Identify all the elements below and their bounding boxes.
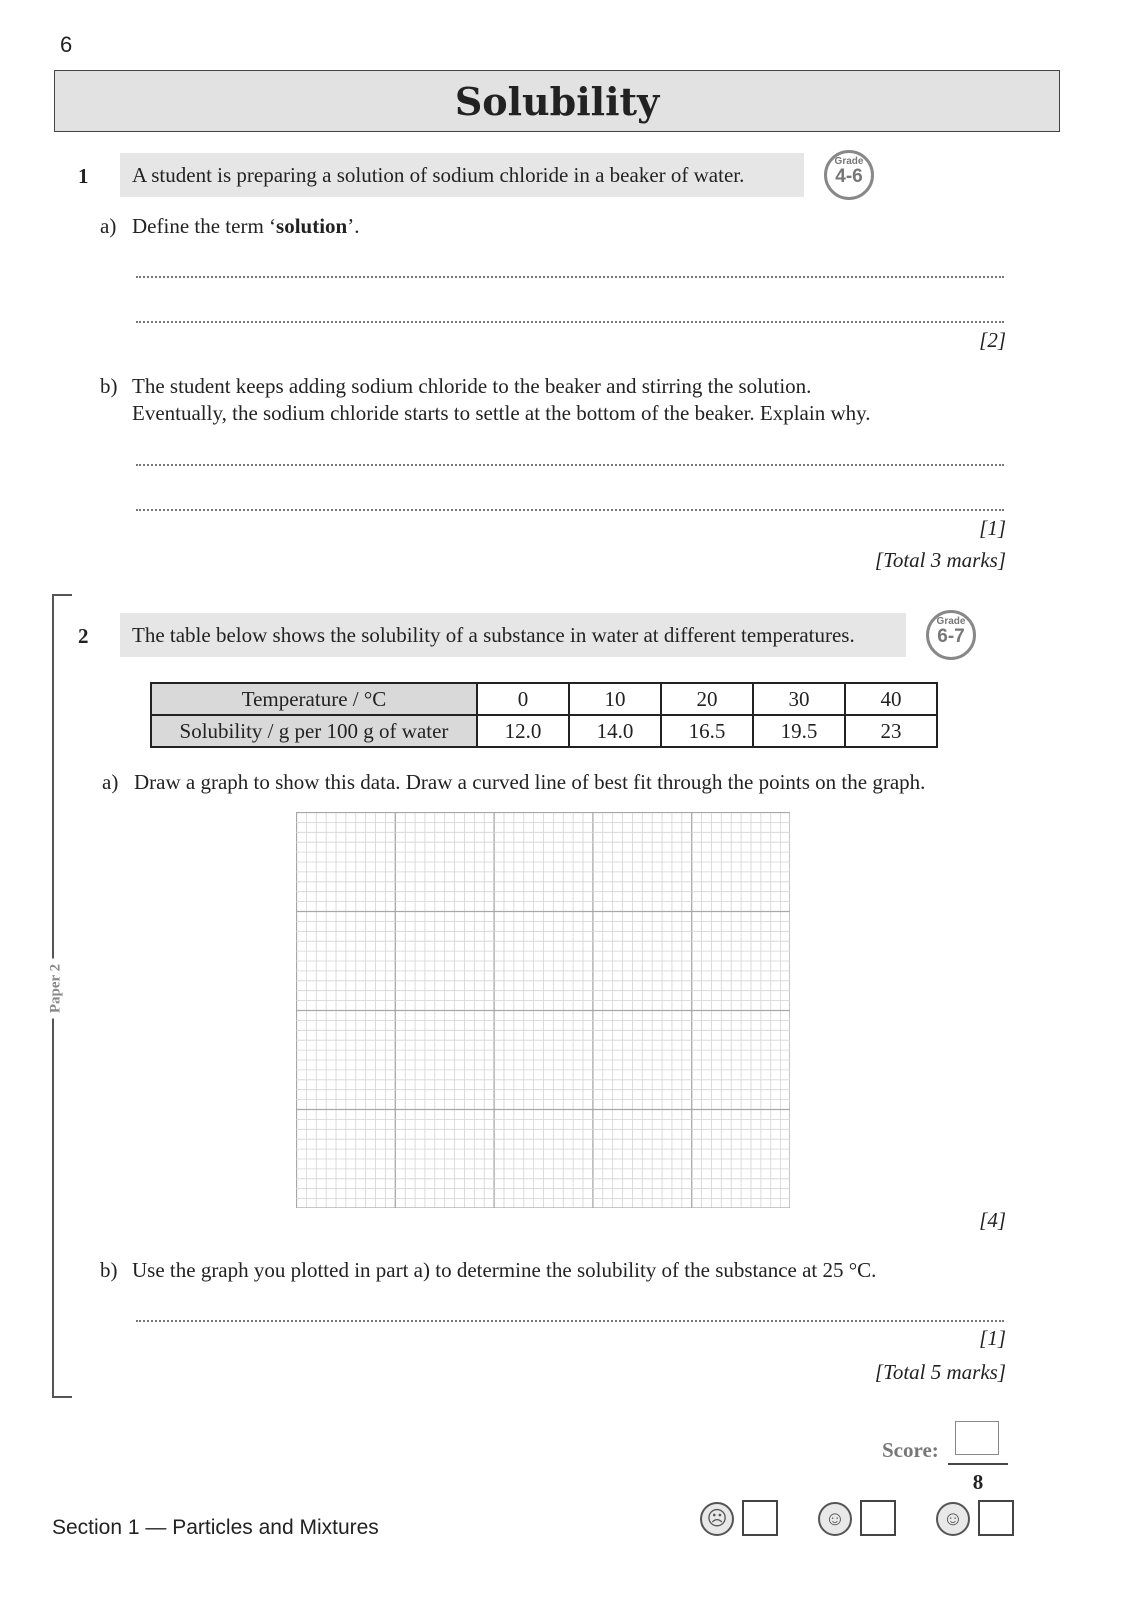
table-cell: 40 — [845, 683, 937, 715]
neutral-face-icon: ☺ — [818, 1502, 852, 1536]
page-number: 6 — [60, 32, 73, 57]
q2b-mark: [1] — [979, 1326, 1006, 1350]
q1b-line-2: Eventually, the sodium chloride starts to settle at the bottom of the beaker. Explain why. — [132, 401, 871, 425]
score-out-of: 8 — [972, 1470, 984, 1494]
question-1-number: 1 — [78, 164, 89, 188]
table-header-solubility: Solubility / g per 100 g of water — [151, 715, 477, 747]
table-header-temperature: Temperature / °C — [151, 683, 477, 715]
q1a-mark: [2] — [979, 328, 1006, 352]
self-assess-box-happy[interactable] — [978, 1500, 1014, 1536]
score-input-box[interactable] — [955, 1421, 999, 1455]
table-row — [151, 683, 937, 715]
q1b-line-1: The student keeps adding sodium chloride to the beaker and stirring the solution. — [132, 374, 812, 398]
score-label: Score: — [882, 1438, 939, 1462]
q1a-text-bold: solution — [276, 214, 348, 238]
table-cell: 20 — [661, 683, 753, 715]
grade-badge-q1 — [824, 150, 874, 200]
page-title: Solubility — [454, 79, 660, 124]
self-assess-box-neutral[interactable] — [860, 1500, 896, 1536]
table-cell: 12.0 — [477, 715, 569, 747]
table-cell: 30 — [753, 683, 845, 715]
q1b-mark: [1] — [979, 516, 1006, 540]
grade-value: 6-7 — [937, 626, 965, 647]
answer-line[interactable] — [136, 321, 1004, 323]
q1-total: [Total 3 marks] — [874, 548, 1006, 572]
question-2-stem: The table below shows the solubility of a substance in water at different temperatures. — [120, 613, 906, 657]
section-footer: Section 1 — Particles and Mixtures — [52, 1516, 379, 1539]
grade-badge-q2 — [926, 610, 976, 660]
table-cell: 23 — [845, 715, 937, 747]
table-cell: 19.5 — [753, 715, 845, 747]
answer-line[interactable] — [136, 464, 1004, 466]
q2b-text: Use the graph you plotted in part a) to determine the solubility of the substance at 25 °C. — [132, 1258, 877, 1282]
question-2-number: 2 — [78, 624, 89, 648]
grade-value: 4-6 — [835, 166, 863, 187]
self-assess-box-sad[interactable] — [742, 1500, 778, 1536]
q2a-text: Draw a graph to show this data. Draw a curved line of best fit through the points on the graph. — [134, 770, 926, 794]
q2-total: [Total 5 marks] — [874, 1360, 1006, 1384]
answer-line[interactable] — [136, 509, 1004, 511]
grade-label: Grade — [834, 156, 864, 167]
table-cell: 0 — [477, 683, 569, 715]
answer-line[interactable] — [136, 276, 1004, 278]
table-cell: 14.0 — [569, 715, 661, 747]
q1a-text — [132, 214, 359, 239]
q1a-text-pre: Define the term ‘ — [132, 214, 277, 238]
q2a-mark: [4] — [979, 1208, 1006, 1232]
question-1-stem: A student is preparing a solution of sodium chloride in a beaker of water. — [120, 153, 804, 197]
q2a-label: a) — [102, 770, 119, 794]
happy-face-icon: ☺ — [936, 1502, 970, 1536]
paper-label: Paper 2 — [48, 959, 65, 1019]
table-row — [151, 715, 937, 747]
q1a-label: a) — [100, 214, 117, 238]
solubility-table — [150, 682, 938, 748]
q1a-text-post: ’. — [347, 214, 360, 238]
q2b-label: b) — [100, 1258, 118, 1282]
table-cell: 10 — [569, 683, 661, 715]
q1b-label: b) — [100, 374, 118, 398]
grade-label: Grade — [936, 616, 966, 627]
table-cell: 16.5 — [661, 715, 753, 747]
sad-face-icon: ☹ — [700, 1502, 734, 1536]
score-divider — [948, 1463, 1008, 1465]
title-bar — [54, 70, 1060, 132]
graph-paper[interactable] — [296, 812, 790, 1208]
answer-line[interactable] — [136, 1320, 1004, 1322]
